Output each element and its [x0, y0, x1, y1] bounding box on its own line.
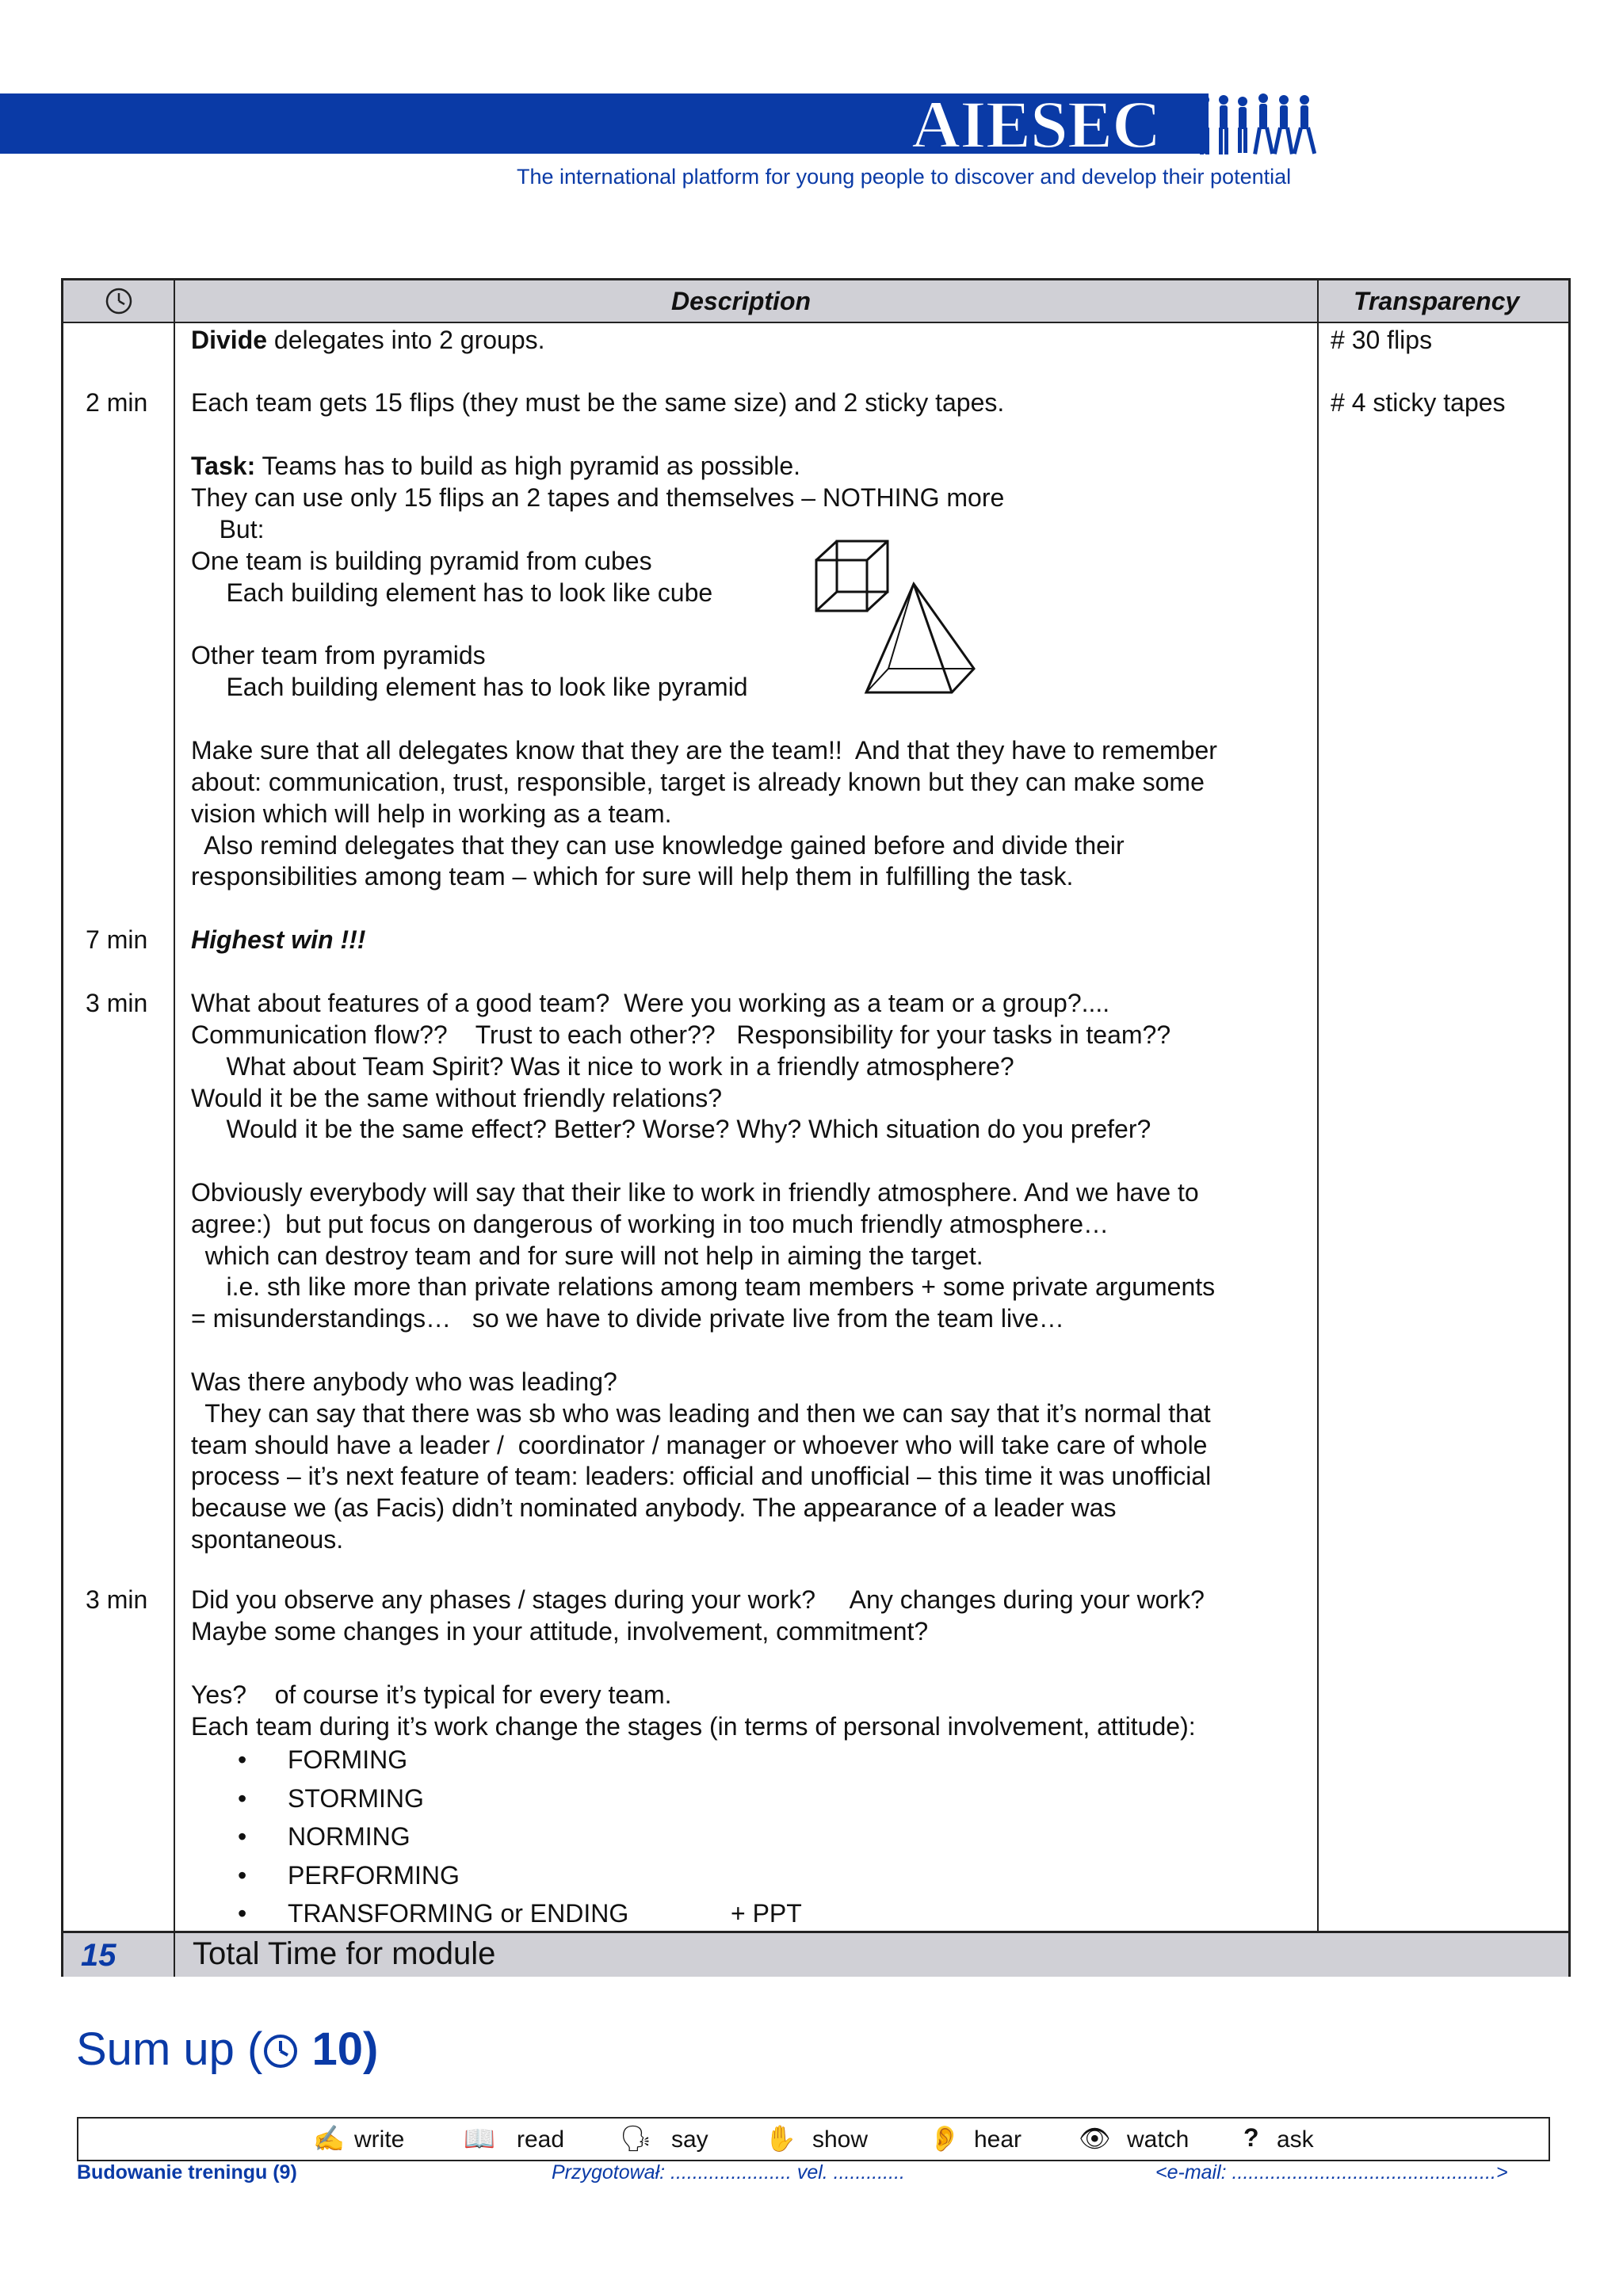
eye-icon: 👁	[1079, 2124, 1111, 2153]
text-line: process – it’s next feature of team: leaders: official and unofficial – this time it was unofficial	[191, 1462, 1212, 1490]
footer-author: Przygotował: ...................... vel. .............	[552, 2161, 905, 2183]
text-line: which can destroy team and for sure will not help in aiming the target.	[191, 1241, 983, 1270]
text-line: i.e. sth like more than private relations among team members + some private arguments	[191, 1272, 1216, 1301]
speaking-head-icon: 🗣	[620, 2124, 652, 2153]
column-divider	[174, 280, 175, 1977]
pencil-icon: ✍	[313, 2124, 345, 2153]
clock-icon	[262, 2033, 299, 2069]
legend-label: write	[354, 2126, 405, 2153]
text-line: Each team during it’s work change the stages (in terms of personal involvement, attitude):	[191, 1712, 1196, 1741]
bullet: •	[238, 1899, 247, 1928]
transparency-cell: # 4 sticky tapes	[1331, 388, 1506, 417]
time-cell: 3 min	[86, 1585, 148, 1614]
transparency-header: Transparency	[1354, 287, 1520, 315]
text-line: Obviously everybody will say that their like to work in friendly atmosphere. And we have to	[191, 1178, 1199, 1207]
bullet: •	[238, 1861, 247, 1890]
sumup-minutes: 10)	[311, 2023, 379, 2075]
text-line: because we (as Facis) didn’t nominated anybody. The appearance of a leader was	[191, 1493, 1117, 1522]
legend-label: say	[671, 2126, 708, 2153]
text-line: One team is building pyramid from cubes	[191, 547, 652, 575]
text-line: Maybe some changes in your attitude, involvement, commitment?	[191, 1617, 929, 1646]
stage-item: FORMING	[288, 1745, 408, 1774]
text-line: Other team from pyramids	[191, 641, 486, 669]
aiesec-logo	[911, 86, 1323, 162]
text-line: Each building element has to look like cube	[191, 578, 713, 607]
activity-legend	[77, 2117, 1550, 2161]
text-line: Communication flow?? Trust to each other?? Responsibility for your tasks in team??	[191, 1020, 1171, 1049]
task-bold: Task:	[191, 452, 256, 480]
text-line: vision which will help in working as a team.	[191, 799, 672, 828]
text-line: Would it be the same without friendly relations?	[191, 1084, 722, 1112]
text-line: What about features of a good team? Were you working as a team or a group?....	[191, 989, 1110, 1017]
stage-item: STORMING	[288, 1784, 424, 1813]
task-rest: Teams has to build as high pyramid as possible.	[255, 452, 800, 480]
task-line	[191, 450, 1364, 482]
text-line: Would it be the same effect? Better? Worse? Why? Which situation do you prefer?	[191, 1115, 1151, 1143]
text-line: What about Team Spirit? Was it nice to work in a friendly atmosphere?	[191, 1052, 1014, 1081]
legend-label: read	[517, 2126, 565, 2153]
ppt-note: + PPT	[731, 1899, 802, 1928]
question-icon: ?	[1243, 2123, 1259, 2152]
divide-rest: delegates into 2 groups.	[267, 326, 545, 354]
description-header: Description	[671, 287, 812, 315]
ear-icon: 👂	[929, 2124, 960, 2153]
text-line: They can say that there was sb who was leading and then we can say that it’s normal that	[191, 1399, 1211, 1428]
text-line: Did you observe any phases / stages during your work? Any changes during your work?	[191, 1585, 1205, 1614]
text-line: about: communication, trust, responsible, target is already known but they can make some	[191, 768, 1205, 796]
highest-win: Highest win !!!	[191, 925, 366, 954]
legend-label: watch	[1127, 2126, 1190, 2153]
text-line: Make sure that all delegates know that they are the team!! And that they have to remember	[191, 736, 1217, 765]
legend-label: hear	[974, 2126, 1022, 2153]
footer-email: <e-mail: ................................................>	[1155, 2161, 1508, 2183]
divide-line	[191, 324, 1364, 356]
time-cell: 2 min	[86, 388, 148, 417]
bullet: •	[238, 1822, 247, 1851]
total-row	[63, 1931, 1568, 1977]
text-line: Each building element has to look like pyramid	[191, 673, 748, 701]
text-line: Also remind delegates that they can use knowledge gained before and divide their	[191, 831, 1125, 860]
time-cell: 3 min	[86, 989, 148, 1017]
divide-bold: Divide	[191, 326, 268, 354]
clock-icon	[105, 287, 133, 315]
stage-item: NORMING	[288, 1822, 411, 1851]
logo-text: AIESEC	[911, 86, 1161, 162]
bullet: •	[238, 1745, 247, 1774]
text-line: They can use only 15 flips an 2 tapes and themselves – NOTHING more	[191, 483, 1005, 512]
text-line: But:	[191, 515, 265, 543]
text-line: Yes? of course it’s typical for every team.	[191, 1680, 672, 1709]
pyramid-icon	[860, 580, 979, 699]
total-time: 15	[81, 1938, 116, 1973]
text-line: spontaneous.	[191, 1525, 344, 1554]
total-label: Total Time for module	[193, 1936, 496, 1971]
table-header	[63, 280, 1568, 323]
legend-label: show	[812, 2126, 869, 2153]
legend-label: ask	[1277, 2126, 1314, 2153]
stage-item: PERFORMING	[288, 1861, 460, 1890]
column-divider	[174, 1933, 175, 1977]
time-cell: 7 min	[86, 925, 148, 954]
transparency-cell: # 30 flips	[1331, 326, 1433, 354]
people-icon	[1197, 92, 1323, 158]
sumup-label: Sum up (	[76, 2023, 263, 2075]
text-line: agree:) but put focus on dangerous of working in too much friendly atmosphere…	[191, 1210, 1109, 1238]
text-line: responsibilities among team – which for sure will help them in fulfilling the task.	[191, 862, 1074, 891]
stage-item: TRANSFORMING or ENDING	[288, 1899, 629, 1928]
activity-table	[61, 278, 1571, 1977]
text-line: team should have a leader / coordinator / manager or whoever who will take care of whole	[191, 1431, 1208, 1459]
bullet: •	[238, 1784, 247, 1813]
footer-title: Budowanie treningu (9)	[77, 2161, 297, 2183]
sumup-heading	[76, 2023, 378, 2076]
text-line: = misunderstandings… so we have to divide private live from the team live…	[191, 1304, 1064, 1333]
text-line: Was there anybody who was leading?	[191, 1367, 617, 1396]
book-icon: 📖	[464, 2124, 495, 2153]
flips-line: Each team gets 15 flips (they must be the same size) and 2 sticky tapes.	[191, 388, 1005, 417]
tagline: The international platform for young people to discover and develop their potential	[517, 165, 1292, 189]
hand-icon: ✋	[765, 2124, 796, 2153]
